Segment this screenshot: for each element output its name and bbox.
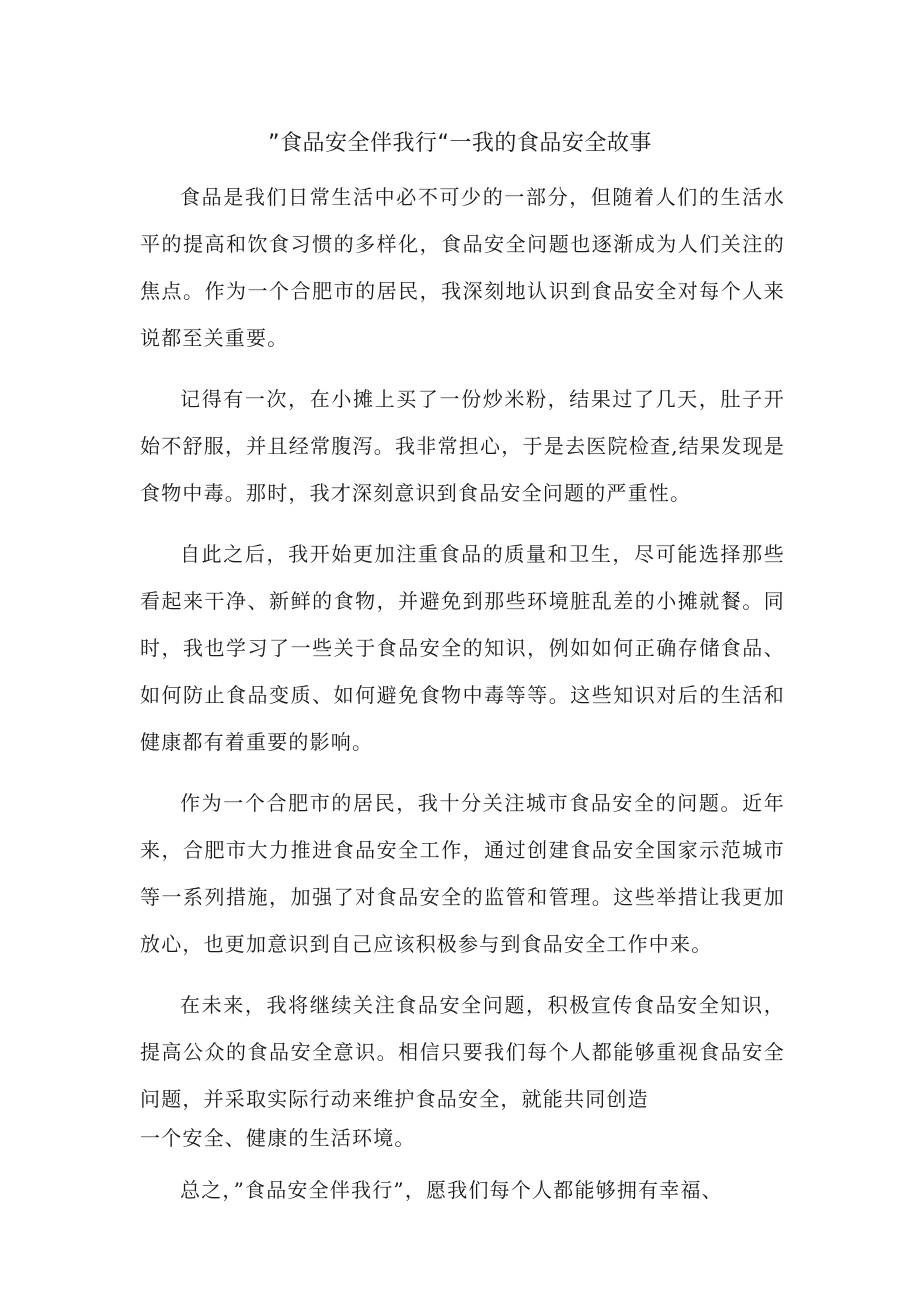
paragraph-5-tail: 一个安全、健康的生活环境。 [140,1126,416,1150]
paragraph-6: 总之，”食品安全伴我行”，愿我们每个人都能够拥有幸福、 [180,1178,723,1202]
paragraph-3: 自此之后，我开始更加注重食品的质量和卫生，尽可能选择那些看起来干净、新鲜的食物，并避免到那些环境脏乱差的小摊就餐。同时，我也学习了一些关于食品安全的知识，例如如何正确存储食品、如何防止食品变质、如何避免食物中毒等等。这些知识对后的生活和健康都有着重要的影响。 [140,542,785,754]
paragraph-5 [140,982,785,1153]
paragraph-4: 作为一个合肥市的居民，我十分关注城市食品安全的问题。近年来，合肥市大力推进食品安全工作，通过创建食品安全国家示范城市等一系列措施，加强了对食品安全的监管和管理。这些举措让我更加放心，也更加意识到自己应该积极参与到食品安全工作中来。 [140,791,785,956]
paragraph-5-main: 在未来，我将继续关注食品安全问题，积极宣传食品安全知识，提高公众的食品安全意识。相信只要我们每个人都能够重视食品安全问题，并采取实际行动来维护食品安全，就能共同创造 [140,993,785,1111]
document-body [140,174,785,1228]
paragraph-2: 记得有一次，在小摊上买了一份炒米粉，结果过了几天，肚子开始不舒服，并且经常腹泻。我非常担心，于是去医院检查,结果发现是食物中毒。那时，我才深刻意识到食品安全问题的严重性。 [140,387,785,505]
paragraph-1: 食品是我们日常生活中必不可少的一部分，但随着人们的生活水平的提高和饮食习惯的多样化，食品安全问题也逐渐成为人们关注的焦点。作为一个合肥市的居民，我深刻地认识到食品安全对每个人来说都至关重要。 [140,185,785,350]
document-title: ”食品安全伴我行“一我的食品安全故事 [268,131,652,156]
